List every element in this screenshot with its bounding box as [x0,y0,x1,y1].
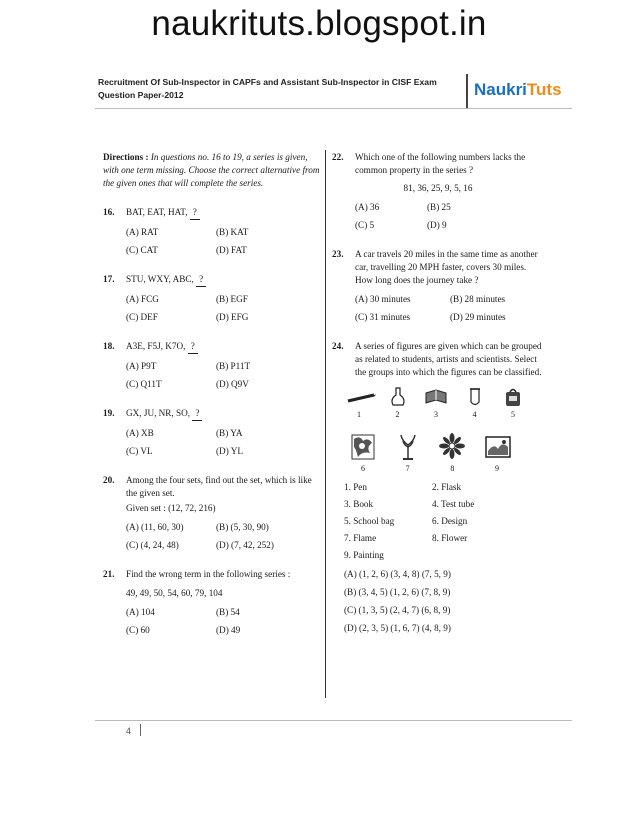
option: (A) 36 [355,202,380,212]
directions: Directions : In questions no. 16 to 19, a series is given, with one term missing. Choose the correct alternative from the given ones that will complete the series. [103,152,320,188]
header-rule [95,108,572,109]
pen-icon [346,387,376,407]
option: (B) YA [216,428,243,438]
figure-9: 9 [484,433,510,475]
right-column [332,151,544,635]
option: (B) (3, 4, 5) (1, 2, 6) (7, 8, 9) [344,587,451,597]
figure-8: 8 [439,433,465,475]
design-icon [350,433,376,461]
option: (C) (4, 24, 48) [126,540,179,550]
figure-7: 7 [395,433,421,475]
given-set: Given set : (12, 72, 216) [126,503,216,513]
figure-5: 5 [500,387,526,421]
option: (C) (1, 3, 5) (2, 4, 7) (6, 8, 9) [344,605,451,615]
painting-icon [484,433,512,461]
option: (D) 9 [427,220,447,230]
option: (A) (1, 2, 6) (3, 4, 8) (7, 5, 9) [344,569,451,579]
question-19: 19. GX, JU, NR, SO, ? (A) XB (B) YA (C) VL (D) YL [103,407,321,458]
question-24: 24. A series of figures are given which can be grouped as related to students, artists and scientists. Select the groups into which the figures can be classified. 1 2 3 4 5 6 7 8 9 1. Pen 2. Flask 3. Book 4. Test tube 5. School bag 6. Design 7. Flame 8. Flower 9. Painting (A) (1, 2, 6) (3, 4, 8) (7, 5, 9) (B) (3, 4, 5) (1, 2, 6) (7, 8, 9) (C) (1, 3, 5) (2, 4, 7) (6, 8, 9) (D) (2, 3, 5) (1, 6, 7) (4, 8, 9) [332,340,544,635]
option: (D) (7, 42, 252) [216,540,274,550]
exam-title: Recruitment Of Sub-Inspector in CAPFs and Assistant Sub-Inspector in CISF Exam [98,77,437,87]
option: (C) Q11T [126,379,162,389]
page-number-divider [140,724,141,736]
question-20: 20. Among the four sets, find out the set, which is like the given set. Given set : (12, 72, 216) (A) (11, 60, 30) (B) (5, 30, 90) (C) (4, 24, 48) (D) (7, 42, 252) [103,474,321,552]
option: (A) 30 minutes [355,294,411,304]
option: (D) EFG [216,312,249,322]
figure-2: 2 [385,387,411,421]
school-bag-icon [504,387,522,407]
flame-icon [395,433,421,461]
option: (A) (11, 60, 30) [126,522,184,532]
option: (B) 54 [216,607,240,617]
option: (C) 31 minutes [355,312,411,322]
flask-icon [388,387,408,407]
logo-divider [466,74,468,108]
question-23: 23. A car travels 20 miles in the same time as another car, travelling 20 MPH faster, covers 30 miles. How long does the journey take ? (A) 30 minutes (B) 28 minutes (C) 31 minutes (D) 29 minutes [332,248,544,324]
option: (A) P9T [126,361,157,371]
option: (C) 60 [126,625,150,635]
option: (A) RAT [126,227,159,237]
left-column [103,151,321,637]
series: 49, 49, 50, 54, 60, 79, 104 [126,588,223,598]
option: (A) 104 [126,607,155,617]
column-divider [325,150,326,698]
figure-1: 1 [346,387,372,421]
footer-rule [95,720,572,721]
paper-year: Question Paper-2012 [98,89,184,100]
page-header [98,76,478,101]
figure-legend: 1. Pen 2. Flask 3. Book 4. Test tube 5. School bag 6. Design 7. Flame 8. Flower 9. Painting [344,482,475,560]
site-banner: naukrituts.blogspot.in [151,4,487,43]
figure-6: 6 [350,433,376,475]
series: 81, 36, 25, 9, 5, 16 [403,183,473,193]
option: (D) (2, 3, 5) (1, 6, 7) (4, 8, 9) [344,623,451,633]
question-22: 22. Which one of the following numbers lacks the common property in the series ? 81, 36, 25, 9, 5, 16 (A) 36 (B) 25 (C) 5 (D) 9 [332,151,544,232]
option: (B) (5, 30, 90) [216,522,269,532]
figure-4: 4 [462,387,488,421]
option: (B) 28 minutes [450,294,506,304]
flower-icon [439,433,465,461]
option: (D) YL [216,446,243,456]
naukrituts-logo: NaukriTuts [474,80,562,99]
book-icon [424,387,448,407]
figure-row-2 [350,433,510,475]
test-tube-icon [468,387,482,407]
option: (B) P11T [216,361,251,371]
option: (C) 5 [355,220,375,230]
option: (D) Q9V [216,379,249,389]
figure-3: 3 [423,387,449,421]
option: (D) FAT [216,245,247,255]
question-18: 18. A3E, F5J, K7O, ? (A) P9T (B) P11T (C) Q11T (D) Q9V [103,340,321,391]
question-21: 21. Find the wrong term in the following series : 49, 49, 50, 54, 60, 79, 104 (A) 104 (B) 54 (C) 60 (D) 49 [103,568,321,637]
option: (A) XB [126,428,154,438]
option: (C) DEF [126,312,158,322]
option: (A) FCG [126,294,159,304]
figure-row-1 [346,387,526,421]
page-number: 4 [126,726,132,736]
option: (B) KAT [216,227,249,237]
question-17: 17. STU, WXY, ABC, ? (A) FCG (B) EGF (C) DEF (D) EFG [103,273,321,324]
option: (D) 29 minutes [450,312,506,322]
option: (B) EGF [216,294,248,304]
question-16: 16. BAT, EAT, HAT, ? (A) RAT (B) KAT (C) CAT (D) FAT [103,206,321,257]
option: (C) VL [126,446,153,456]
option: (B) 25 [427,202,451,212]
option: (D) 49 [216,625,241,635]
option: (C) CAT [126,245,158,255]
